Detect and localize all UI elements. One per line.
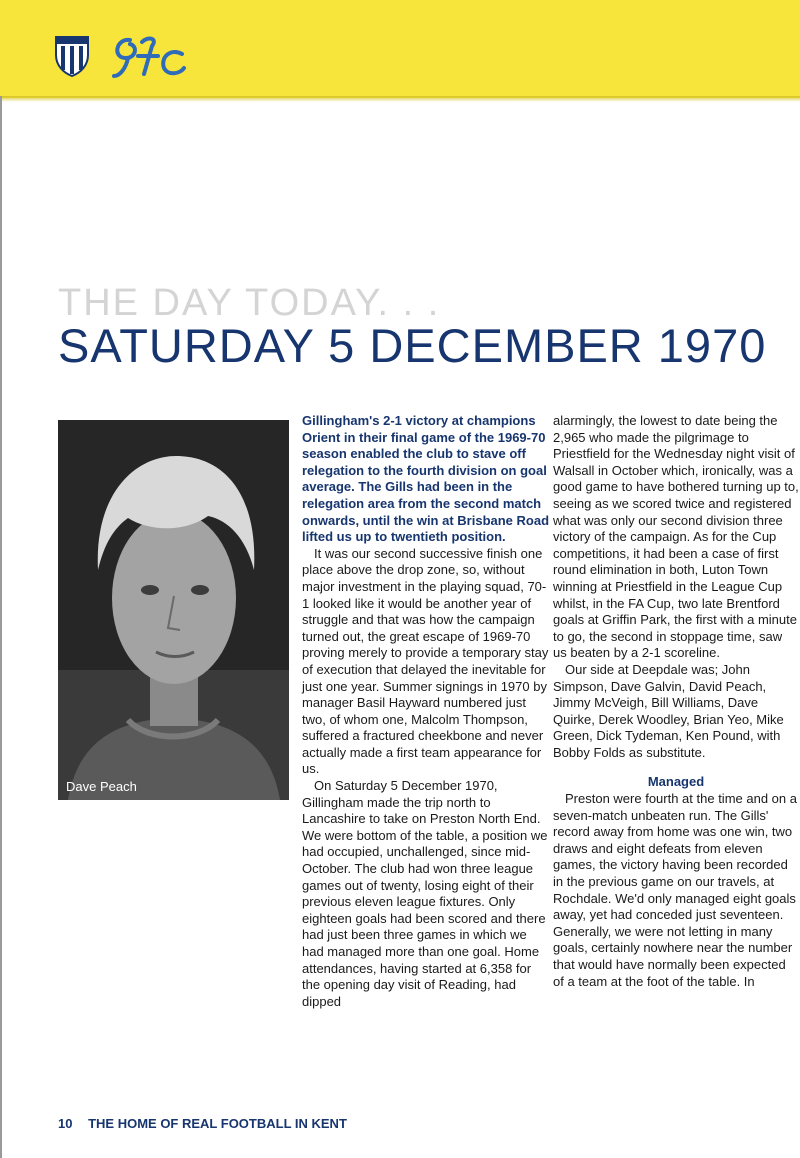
page-edge	[0, 96, 2, 1158]
club-crest-icon	[54, 33, 90, 77]
body-paragraph: It was our second successive finish one place above the drop zone, so, without major investment in the playing squad, 70-1 looked like it would be another year of struggle and that was how the campaign turned out, the great escape of 1969-70 proving merely to provide a temporary stay of execution that delayed the inevitable for just one year. Summer signings in 1970 by manager Basil Hayward numbered just two, of whom one, Malcolm Thompson, suffered a fractured cheekbone and never actually made a first team appearance for us.	[302, 545, 549, 777]
article-column-2	[553, 413, 799, 990]
section-subheading: Managed	[647, 774, 705, 790]
page-number: 10	[58, 1116, 73, 1131]
body-paragraph: Our side at Deepdale was; John Simpson, Dave Galvin, David Peach, Jimmy McVeigh, Bill Williams, Dave Quirke, Derek Woodley, Brian Yeo, Mike Green, Dick Tydeman, Ken Pound, with Bobby Folds as substitute.	[553, 661, 784, 760]
page-footer	[58, 1116, 347, 1131]
section-kicker: THE DAY TODAY. . .	[58, 282, 441, 324]
article-column-1	[302, 413, 550, 1010]
body-paragraph: Preston were fourth at the time and on a seven-match unbeaten run. The Gills' record away from home was one win, two draws and eight defeats from eleven games, the victory having been recorded in the previous game on our travels, at Rochdale. We'd only managed eight goals away, yet had conceded just seventeen. Generally, we were not letting in many goals, certainly nowhere near the number that would have normally been expected of a team at the foot of the table. In	[553, 791, 797, 989]
page-title: SATURDAY 5 DECEMBER 1970	[58, 319, 767, 372]
player-photo	[58, 420, 289, 800]
body-paragraph: On Saturday 5 December 1970, Gillingham made the trip north to Lancashire to take on Preston North End. We were bottom of the table, a position we had occupied, unchallenged, since mid-October. The club had won three league games out of twenty, losing eight of their previous eleven league fixtures. Only eighteen goals had been scored and there had just been three games in which we had managed more than one goal. Home attendances, having started at 6,358 for the opening day visit of Reading, had dipped	[302, 778, 548, 1009]
header-shadow	[0, 96, 800, 102]
gfc-monogram-logo	[108, 30, 188, 82]
lead-paragraph: Gillingham's 2-1 victory at champions Orient in their final game of the 1969-70 season enabled the club to stave off relegation to the fourth division on goal average. The Gills had been in the relegation area from the second match onwards, until the win at Brisbane Road lifted us up to twentieth position.	[302, 413, 550, 545]
body-paragraph: alarmingly, the lowest to date being the 2,965 who made the pilgrimage to Priestfield for the Wednesday night visit of Walsall in October which, ironically, was a good game to have bothered turning up to, seeing as we scored twice and registered what was only our second division three victory of the campaign. As for the Cup competitions, it had been a case of first round elimination in both, Luton Town winning at Priestfield in the League Cup whilst, in the FA Cup, two late Brentford goals at Griffin Park, the first with a minute to go, the second in stoppage time, saw us beaten by a 2-1 scoreline.	[553, 413, 799, 661]
photo-caption: Dave Peach	[66, 779, 137, 794]
footer-tagline: THE HOME OF REAL FOOTBALL IN KENT	[88, 1116, 347, 1131]
